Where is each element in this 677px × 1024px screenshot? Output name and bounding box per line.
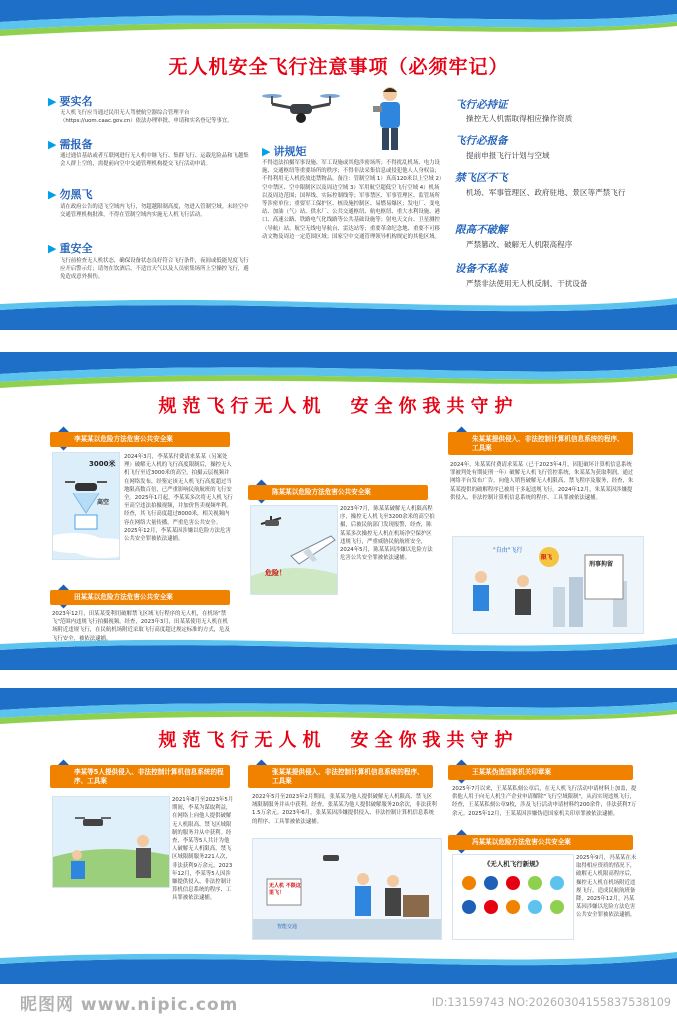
case6-text: 2022年5月至2023年2月期间，张某某为他人提供破解无人机限高、禁飞区域限制服务并从中获利。经查，张某某为他人提供破解服务20余次，非法获利1.5万余元。2023年6月，张某某因涉嫌提供侵入、非法控制计算机信息系统的程序、工具罪被依法逮捕。 <box>252 794 437 825</box>
footer-bar <box>0 984 677 1024</box>
board-case-study-2 <box>0 688 677 984</box>
case4-text: 2024年，朱某某付费请求某某（已于2023年4月，因犯破坏计算机信息系统罪被判处有期徒刑一年）破解无人机飞行管控系统，朱某某为获取利润，通过网络平台发布广告，向他人销售破解无人机限高、禁飞程序及服务，经查，朱某某提供的破解程序已被用于多起违规飞行。2024年12月，朱某某因涉嫌提供侵入、非法控制计算机信息系统的程序、工具罪被依法逮捕。 <box>450 462 634 501</box>
rule-report-text: 提前申报飞行计划与空域 <box>466 151 550 160</box>
danger-label: 危险！ <box>265 569 286 577</box>
section-real-name-text: 无人机飞行应当通过民用无人驾驶航空器综合管理平台（https://uom.caac.gov.cn）依法办理审批、申请和实名登记等事宜。 <box>60 110 233 125</box>
case7-text: 2025年7月以来，王某某私刻公章后，在无人机飞行活动申请材料上加盖，提供他人用于向无人机生产企业申请解除"飞行空域限制"，从而实现违规飞行，经查，王某某私刻公章9枚，涉及飞行活动申请材料约200余件，非法获利7万余元。2025年12月，王某某因涉嫌伪造国家机关印章罪被依法逮捕。 <box>452 786 637 817</box>
case3-title: 陈某某以危险方法危害公共安全案 <box>248 485 428 500</box>
board-flight-safety-notes <box>0 0 677 330</box>
rule-card-icons <box>459 873 567 933</box>
rule-no-fly-text: 机场、军事管理区、政府驻地、景区等严禁飞行 <box>466 188 626 197</box>
case8-title: 冯某某以危险方法危害公共安全案 <box>448 835 633 850</box>
case5-title: 李某等5人提供侵入、非法控制计算机信息系统的程序、工具案 <box>50 765 230 788</box>
drone-illustration <box>262 90 340 130</box>
case4-illustration <box>452 536 644 634</box>
rule-license-heading: 飞行必持证 <box>455 99 508 111</box>
board2-slogan: 规范飞行无人机 安全你我共守护 <box>158 396 519 417</box>
case1-illustration <box>52 452 120 560</box>
bottom-wave-decoration <box>0 294 677 330</box>
free-flight-bubble: "自由"飞行 <box>493 547 523 554</box>
rule-license-text: 操控无人机需取得相应操作资质 <box>466 114 573 123</box>
case2-title: 田某某以危险方法危害公共安全案 <box>50 590 230 605</box>
case3-text: 2023年7月，陈某某破解无人机限高程序，操控无人机飞至3200余米的高空拍摄，后被民航部门发现报警，经查，陈某某多次操控无人机在机场净空保护区违规飞行，严重威胁民航航班安全，2024年5月，陈某某因涉嫌以危险方法危害公共安全罪被依法逮捕。 <box>340 506 435 562</box>
high-altitude-label: 高空 <box>97 499 110 506</box>
case8-rule-card <box>452 854 574 940</box>
section-no-black-flight-text: 请在政府公告的适飞空域内飞行，勿超越限制高度，勿进入管制空域。未经空中交通管理机构批准，不得在管制空域内实施无人机飞行活动。 <box>60 204 249 219</box>
case5-text: 2021年8月至2023年5月期间，李某为谋取利益，在网络上向他人提供破解无人机限高、禁飞区域限制的服务并从中获利。经查，李某等5人共计为他人破解无人机限高、禁飞区域限制服务221人次，非法获利9万余元。2023年12月，李某等5人因涉嫌提供侵入、非法控制计算机信息系统的程序、工具罪被依法逮捕。 <box>172 797 234 902</box>
case4-title: 朱某某提供侵入、非法控制计算机信息系统的程序、工具案 <box>448 432 633 455</box>
section-report-text: 通过通信基站或者互联网进行无人机中继飞行、集群飞行、运载危险品和飞越集会人群上空的，需提前向空中交通管理机构提交飞行活动申请。 <box>60 153 249 168</box>
rule-no-device-heading: 设备不私装 <box>455 263 508 275</box>
bottom-wave-decoration <box>0 948 677 984</box>
top-wave-decoration <box>0 352 677 392</box>
pilot-illustration <box>368 84 408 154</box>
board1-title: 无人机安全飞行注意事项（必须牢记） <box>168 56 509 78</box>
image-id-text: ID:13159743 NO:20260304155837538109 <box>431 996 671 1009</box>
case6-title: 张某某提供侵入、非法控制计算机信息系统的程序、工具案 <box>248 765 433 788</box>
case1-text: 2024年3月，李某某付费请来某某（另案处理）破解无人机的飞行高度限制后，操控无人机飞行至近3000米的高空，拍摄云层视频并在网络发布，经鉴定该无人机飞行高度超过当地限高数百倍，已严重影响民航航班的飞行安全。2025年1月起，李某某多次将无人机飞行至高空违法拍摄视频，并加价售卖视频牟利。经查，其飞行高度超过8000米，相关视频内容在网络大量传播，严重危害公共安全。2025年12月，李某某因涉嫌以危险方法危害公共安全罪被依法逮捕。 <box>124 454 233 543</box>
road-sign: 智能交通 <box>277 924 298 930</box>
case2-text: 2023年12月，田某某受利用破解禁飞区域飞行程序的无人机，在机场"禁飞"范围内违规飞行拍摄视频，经查，2023年3月，田某某使用无人机在机场附近违规飞行，在民航机场附近采取飞行高度超过规定标准的方式，危及飞行安全，被依法逮捕。 <box>52 611 230 642</box>
case3-illustration <box>250 505 338 595</box>
rule-no-crack-heading: 限高不破解 <box>455 224 508 236</box>
case6-illustration <box>252 838 442 940</box>
rule-no-device-text: 严禁非法使用无人机反制、干扰设备 <box>466 279 588 288</box>
board-case-study-1 <box>0 352 677 670</box>
section-rules-text: 不得违法拍摄军事设施、军工设施或其他涉密场所；不得扰乱机场、电力设施、交通枢纽等重要场所的秩序；不得非法采集信息或侵犯他人人身权益；不得利用无人机投放违禁物品。备注：管制空域 1）真高120米以上空域 2）空中禁区、空中限制区以及周边空域 3）军用航空超低空飞行空域 4）机场以及周边范围；国界线、实际控制线等；军事禁区、军事管理区、监管场所等涉密单位；重要军工保护区、核设施控制区、易燃易爆区；发电厂、变电站、加油（气）站、供水厂、公共交通枢纽、航电枢纽、重大水利设施、港口、高速公路、铁路电气化线路等公共基础设施等；射电天文台、卫星测控（导航）站、航空无线电导航台、雷达站等；重要革命纪念地、重要不可移动文物及周边一定范围区域；国家空中交通管理领导机构规定的其他区域。 <box>262 160 442 240</box>
rule-card-title: 《无人机飞行新规》 <box>483 860 543 868</box>
limit-tag: 限飞 <box>541 555 553 561</box>
detention-sign: 刑事拘留 <box>589 561 614 568</box>
section-safety-text: 飞行前检查无人机状态，确保设备状态良好符合飞行条件，夜间或低能见度飞行应开启警示灯；请勿在饮酒后、不适宜天气以及人员密集场所上空操控飞行，避免造成意外损伤。 <box>60 258 249 281</box>
rule-report-heading: 飞行必报备 <box>455 135 508 147</box>
case1-title: 李某某以危险方法危害公共安全案 <box>50 432 230 447</box>
rule-no-crack-text: 严禁篡改、破解无人机限高程序 <box>466 240 573 249</box>
case5-illustration <box>52 796 170 888</box>
top-wave-decoration <box>0 0 677 40</box>
section-safety-heading: ▶ 重安全 <box>48 242 93 255</box>
altitude-label: 3000米 <box>89 460 116 468</box>
section-real-name-heading: ▶ 要实名 <box>48 95 93 108</box>
case7-title: 王某某伪造国家机关印章案 <box>448 765 633 780</box>
section-report-heading: ▶ 需报备 <box>48 138 93 151</box>
case8-text: 2025年9月，冯某某在未取得相应资质的情况下，破解无人机限高程序后，操控无人机在机场附近违规飞行，造成民航航班备降，2025年12月，冯某某因涉嫌以危险方法危害公共安全罪被依法逮捕。 <box>576 855 637 919</box>
section-no-black-flight-heading: ▶ 勿黑飞 <box>48 188 93 201</box>
warning-sign: 无人机 不限这里飞！ <box>269 883 301 896</box>
section-rules-heading: ▶ 讲规矩 <box>262 145 307 158</box>
rule-no-fly-heading: 禁飞区不飞 <box>455 172 508 184</box>
board3-slogan: 规范飞行无人机 安全你我共守护 <box>158 730 519 751</box>
top-wave-decoration <box>0 688 677 728</box>
site-logo[interactable]: 昵图网 www.nipic.com <box>20 995 239 1015</box>
